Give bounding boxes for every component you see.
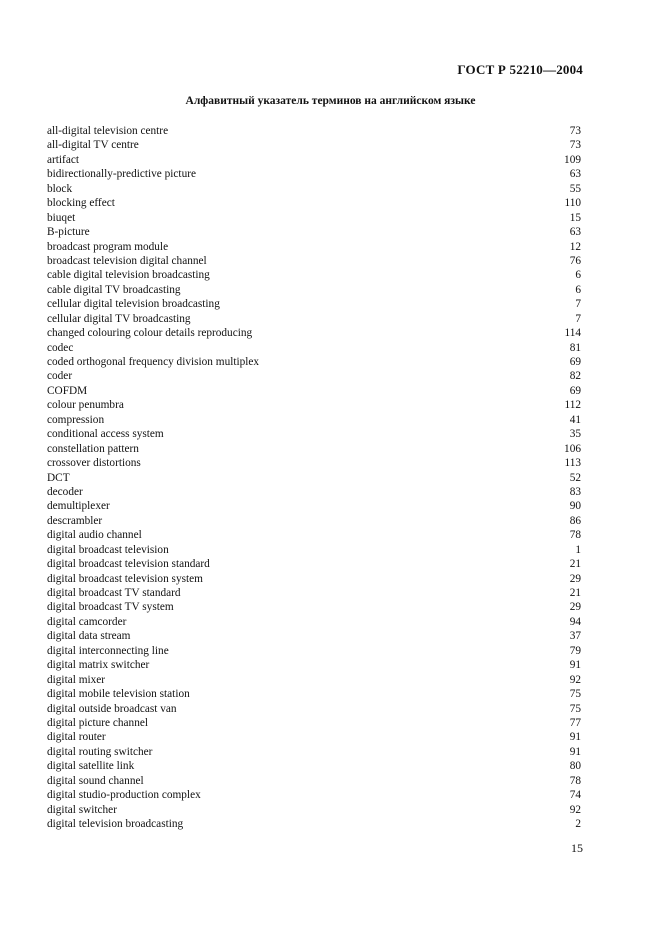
index-entry (47, 658, 581, 672)
index-entry-page: 90 (569, 500, 581, 513)
index-entry-page: 83 (569, 485, 581, 498)
index-entry-term: block (47, 182, 73, 195)
index-entry-term: digital satellite link (47, 760, 135, 773)
index-entry (47, 413, 581, 427)
index-entry (47, 572, 581, 586)
index-entry-term: all-digital TV centre (47, 139, 139, 152)
index-entry (47, 211, 581, 225)
index-entry-page: 78 (569, 774, 581, 787)
index-entry (47, 543, 581, 557)
index-entry-term: coder (47, 370, 73, 383)
index-entry-term: biuqet (47, 211, 76, 224)
index-entry-page: 92 (569, 803, 581, 816)
index-entry-page: 94 (569, 615, 581, 628)
index-entry-term: crossover distortions (47, 457, 141, 470)
index-entry (47, 153, 581, 167)
index-entry-term: COFDM (47, 384, 88, 397)
index-entry-term: digital broadcast TV standard (47, 587, 181, 599)
index-entry (47, 817, 581, 831)
index-entry (47, 499, 581, 513)
index-entry-term: digital data stream (47, 630, 131, 643)
index-entry (47, 586, 581, 600)
index-entry (47, 427, 581, 441)
index-entry (47, 456, 581, 470)
index-entry (47, 326, 581, 340)
index-entry-term: cellular digital television broadcasting (47, 298, 220, 311)
index-entry-term: DCT (47, 471, 70, 484)
index-entry-page: 7 (575, 312, 581, 325)
index-entry-term: digital picture channel (47, 716, 149, 729)
index-entry (47, 297, 581, 311)
index-entry (47, 442, 581, 456)
index-entry-page: 21 (569, 587, 581, 599)
index-entry-page: 37 (569, 630, 581, 643)
index-entry-term: constellation pattern (47, 442, 139, 455)
index-entry-term: digital sound channel (47, 774, 144, 787)
index-entry-term: conditional access system (47, 428, 164, 441)
index-entry-term: bidirectionally-predictive picture (47, 168, 196, 181)
index-entry-page: 1 (575, 543, 581, 556)
index-entry (47, 384, 581, 398)
index-entry-term: digital mobile television station (47, 688, 190, 701)
index-entry-term: coded orthogonal frequency division multiplex (47, 356, 260, 368)
index-entry (47, 528, 581, 542)
index-entry (47, 514, 581, 528)
index-entry-term: all-digital television centre (47, 125, 169, 137)
index-entry (47, 615, 581, 629)
index-entry (47, 196, 581, 210)
index-entry (47, 312, 581, 326)
index-entry (47, 124, 581, 138)
index-entry-term: cellular digital TV broadcasting (47, 312, 191, 325)
index-entry (47, 398, 581, 412)
index-entry-page: 6 (575, 283, 581, 296)
index-entry-term: digital broadcast television (47, 543, 169, 556)
index-entry-page: 80 (569, 760, 581, 773)
index-entry-term: digital camcorder (47, 615, 127, 628)
index-entry (47, 138, 581, 152)
index-entry-term: digital router (47, 731, 106, 744)
index-entry-page: 110 (564, 197, 581, 210)
index-entry-term: digital television broadcasting (47, 818, 184, 830)
index-entry (47, 759, 581, 773)
index-entry-page: 113 (564, 457, 581, 470)
index-entry (47, 369, 581, 383)
index-entry-page: 35 (569, 428, 581, 441)
index-entry (47, 788, 581, 802)
index-entry (47, 485, 581, 499)
index-entry-term: digital interconnecting line (47, 644, 169, 657)
index-entry (47, 240, 581, 254)
index-entry-page: 6 (575, 269, 581, 282)
index-entry-page: 92 (569, 673, 581, 686)
index-entry-page: 75 (569, 702, 581, 715)
index-entry-page: 2 (575, 818, 581, 830)
index-entry (47, 268, 581, 282)
index-entry (47, 283, 581, 297)
index-entry (47, 167, 581, 181)
index-entry-page: 69 (569, 384, 581, 397)
index-entry (47, 471, 581, 485)
index-entry-page: 29 (569, 601, 581, 614)
index-entry-page: 21 (569, 558, 581, 571)
document-code: ГОСТ Р 52210—2004 (457, 62, 583, 77)
index-entry (47, 745, 581, 759)
index-entry-term: digital outside broadcast van (47, 702, 177, 715)
index-entry-term: digital matrix switcher (47, 659, 150, 672)
index-entry-term: B-picture (47, 226, 90, 239)
index-entry (47, 774, 581, 788)
index-entry-term: changed colouring colour details reproducing (47, 327, 253, 340)
index-entry (47, 673, 581, 687)
index-entry (47, 600, 581, 614)
index-entry (47, 254, 581, 268)
index-entry (47, 644, 581, 658)
index-entry (47, 702, 581, 716)
index-entry-term: digital switcher (47, 803, 117, 816)
index-entry-term: digital routing switcher (47, 745, 153, 758)
index-entry-term: digital studio-production complex (47, 789, 201, 802)
index-entry-page: 77 (569, 716, 581, 729)
index-entry-page: 109 (564, 153, 581, 166)
index-entry (47, 730, 581, 744)
index-entry-page: 74 (569, 789, 581, 802)
index-entry-page: 112 (564, 399, 581, 412)
index-entry (47, 355, 581, 369)
index-entry-page: 29 (569, 572, 581, 585)
index-entry-term: compression (47, 413, 105, 426)
index-entry-page: 76 (569, 254, 581, 267)
index-entry-term: codec (47, 341, 74, 354)
index-entry (47, 557, 581, 571)
index-entry (47, 716, 581, 730)
index-entry-page: 81 (569, 341, 581, 354)
index-entry (47, 225, 581, 239)
index-entry-page: 63 (569, 226, 581, 239)
index-entry-page: 82 (569, 370, 581, 383)
index-entry-term: digital broadcast television standard (47, 558, 210, 571)
index-entry-page: 69 (569, 356, 581, 368)
index-entry-term: digital audio channel (47, 529, 142, 542)
index-entry (47, 341, 581, 355)
index-entry-page: 78 (569, 529, 581, 542)
index-entry-term: digital broadcast television system (47, 572, 203, 585)
index-entry-term: blocking effect (47, 197, 115, 210)
index-entry-term: broadcast television digital channel (47, 254, 207, 267)
index-entry-term: descrambler (47, 514, 103, 527)
index-entry-page: 55 (569, 182, 581, 195)
index-entry-term: digital broadcast TV system (47, 601, 174, 614)
index-entry-term: demultiplexer (47, 500, 110, 513)
index-entry-term: digital mixer (47, 673, 106, 686)
index-entry-page: 75 (569, 688, 581, 701)
index-entry-page: 63 (569, 168, 581, 181)
index-entry-term: colour penumbra (47, 399, 124, 412)
index-entry-page: 7 (575, 298, 581, 311)
index-title: Алфавитный указатель терминов на английском языке (185, 95, 476, 107)
index-list (47, 124, 581, 831)
index-entry-page: 52 (569, 471, 581, 484)
index-entry-term: broadcast program module (47, 240, 169, 253)
index-entry (47, 182, 581, 196)
index-entry-page: 91 (569, 731, 581, 744)
index-entry-page: 86 (569, 514, 581, 527)
index-entry-term: artifact (47, 153, 79, 166)
index-entry-page: 73 (569, 125, 581, 137)
index-entry (47, 803, 581, 817)
index-entry-page: 106 (564, 442, 581, 455)
index-entry-term: cable digital television broadcasting (47, 269, 210, 282)
index-entry-page: 91 (569, 745, 581, 758)
index-entry-page: 73 (569, 139, 581, 152)
page-number: 15 (571, 841, 583, 855)
index-entry-page: 91 (569, 659, 581, 672)
index-entry-page: 79 (569, 644, 581, 657)
index-entry-page: 15 (569, 211, 581, 224)
index-entry-page: 114 (564, 327, 581, 340)
index-entry-term: cable digital TV broadcasting (47, 283, 181, 296)
index-entry-page: 41 (569, 413, 581, 426)
index-entry (47, 687, 581, 701)
index-entry-page: 12 (569, 240, 581, 253)
index-entry (47, 629, 581, 643)
index-entry-term: decoder (47, 485, 83, 498)
